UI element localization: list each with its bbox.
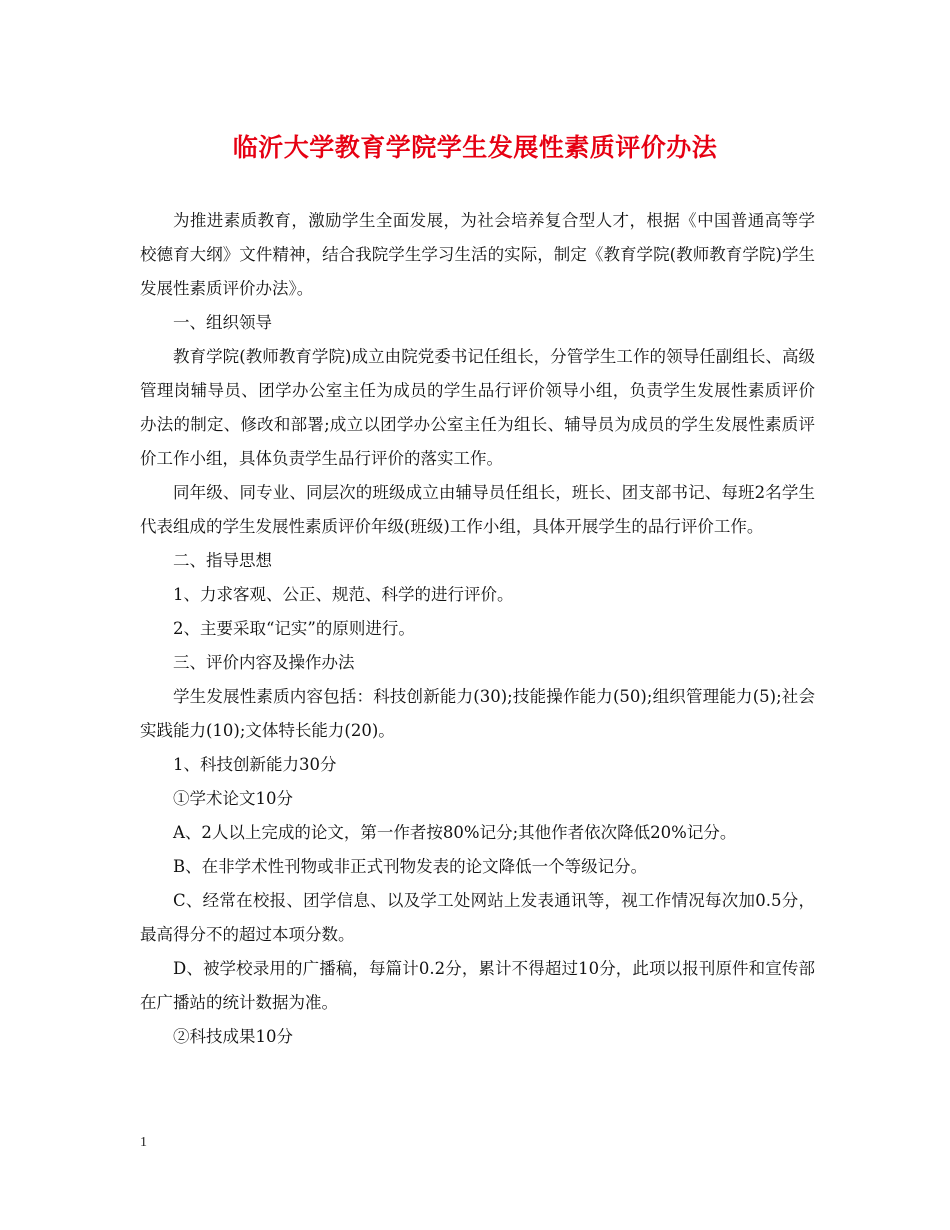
paragraph-evaluation-content: 学生发展性素质内容包括：科技创新能力(30);技能操作能力(50);组织管理能力(5);社会实践能力(10);文体特长能力(20)。 — [140, 687, 815, 740]
rule-item-d: D、被学校录用的广播稿，每篇计0.2分，累计不得超过10分，此项以报刊原件和宣传部在广播站的统计数据为准。 — [140, 959, 815, 1012]
rule-item-b: B、在非学术性刊物或非正式刊物发表的论文降低一个等级记分。 — [173, 857, 648, 876]
rule-item-c: C、经常在校报、团学信息、以及学工处网站上发表通讯等，视工作情况每次加0.5分，最高得分不的超过本项分数。 — [140, 891, 815, 944]
paragraph-leadership-group: 教育学院(教师教育学院)成立由院党委书记任组长，分管学生工作的领导任副组长、高级管理岗辅导员、团学办公室主任为成员的学生品行评价领导小组，负责学生发展性素质评价办法的制定、修改和部署;成立以团学办公室主任为组长、辅导员为成员的学生发展性素质评价工作小组，具体负责学生品行评价的落实工作。 — [140, 347, 815, 468]
document-title: 临沂大学教育学院学生发展性素质评价办法 — [232, 133, 718, 162]
paragraph-class-working-group: 同年级、同专业、同层次的班级成立由辅导员任组长，班长、团支部书记、每班2名学生代表组成的学生发展性素质评价年级(班级)工作小组，具体开展学生的品行评价工作。 — [140, 483, 815, 536]
document-body — [140, 204, 815, 1054]
item-heading-achievements: ②科技成果10分 — [173, 1027, 293, 1046]
rule-item-a: A、2人以上完成的论文，第一作者按80%记分;其他作者依次降低20%记分。 — [173, 823, 737, 842]
section-heading-guiding-principles: 二、指导思想 — [173, 551, 272, 570]
paragraph-intro: 为推进素质教育，激励学生全面发展，为社会培养复合型人才，根据《中国普通高等学校德育大纲》文件精神，结合我院学生学习生活的实际，制定《教育学院(教师教育学院)学生发展性素质评价办法》。 — [140, 211, 815, 298]
item-heading-papers: ①学术论文10分 — [173, 789, 293, 808]
section-heading-evaluation-content: 三、评价内容及操作办法 — [173, 653, 355, 672]
list-item-principle-1: 1、力求客观、公正、规范、科学的进行评价。 — [173, 585, 514, 604]
subsection-heading-innovation: 1、科技创新能力30分 — [173, 755, 337, 774]
section-heading-organization: 一、组织领导 — [173, 313, 272, 332]
list-item-principle-2: 2、主要采取“记实”的原则进行。 — [173, 619, 415, 638]
page-number: 1 — [140, 1135, 147, 1150]
